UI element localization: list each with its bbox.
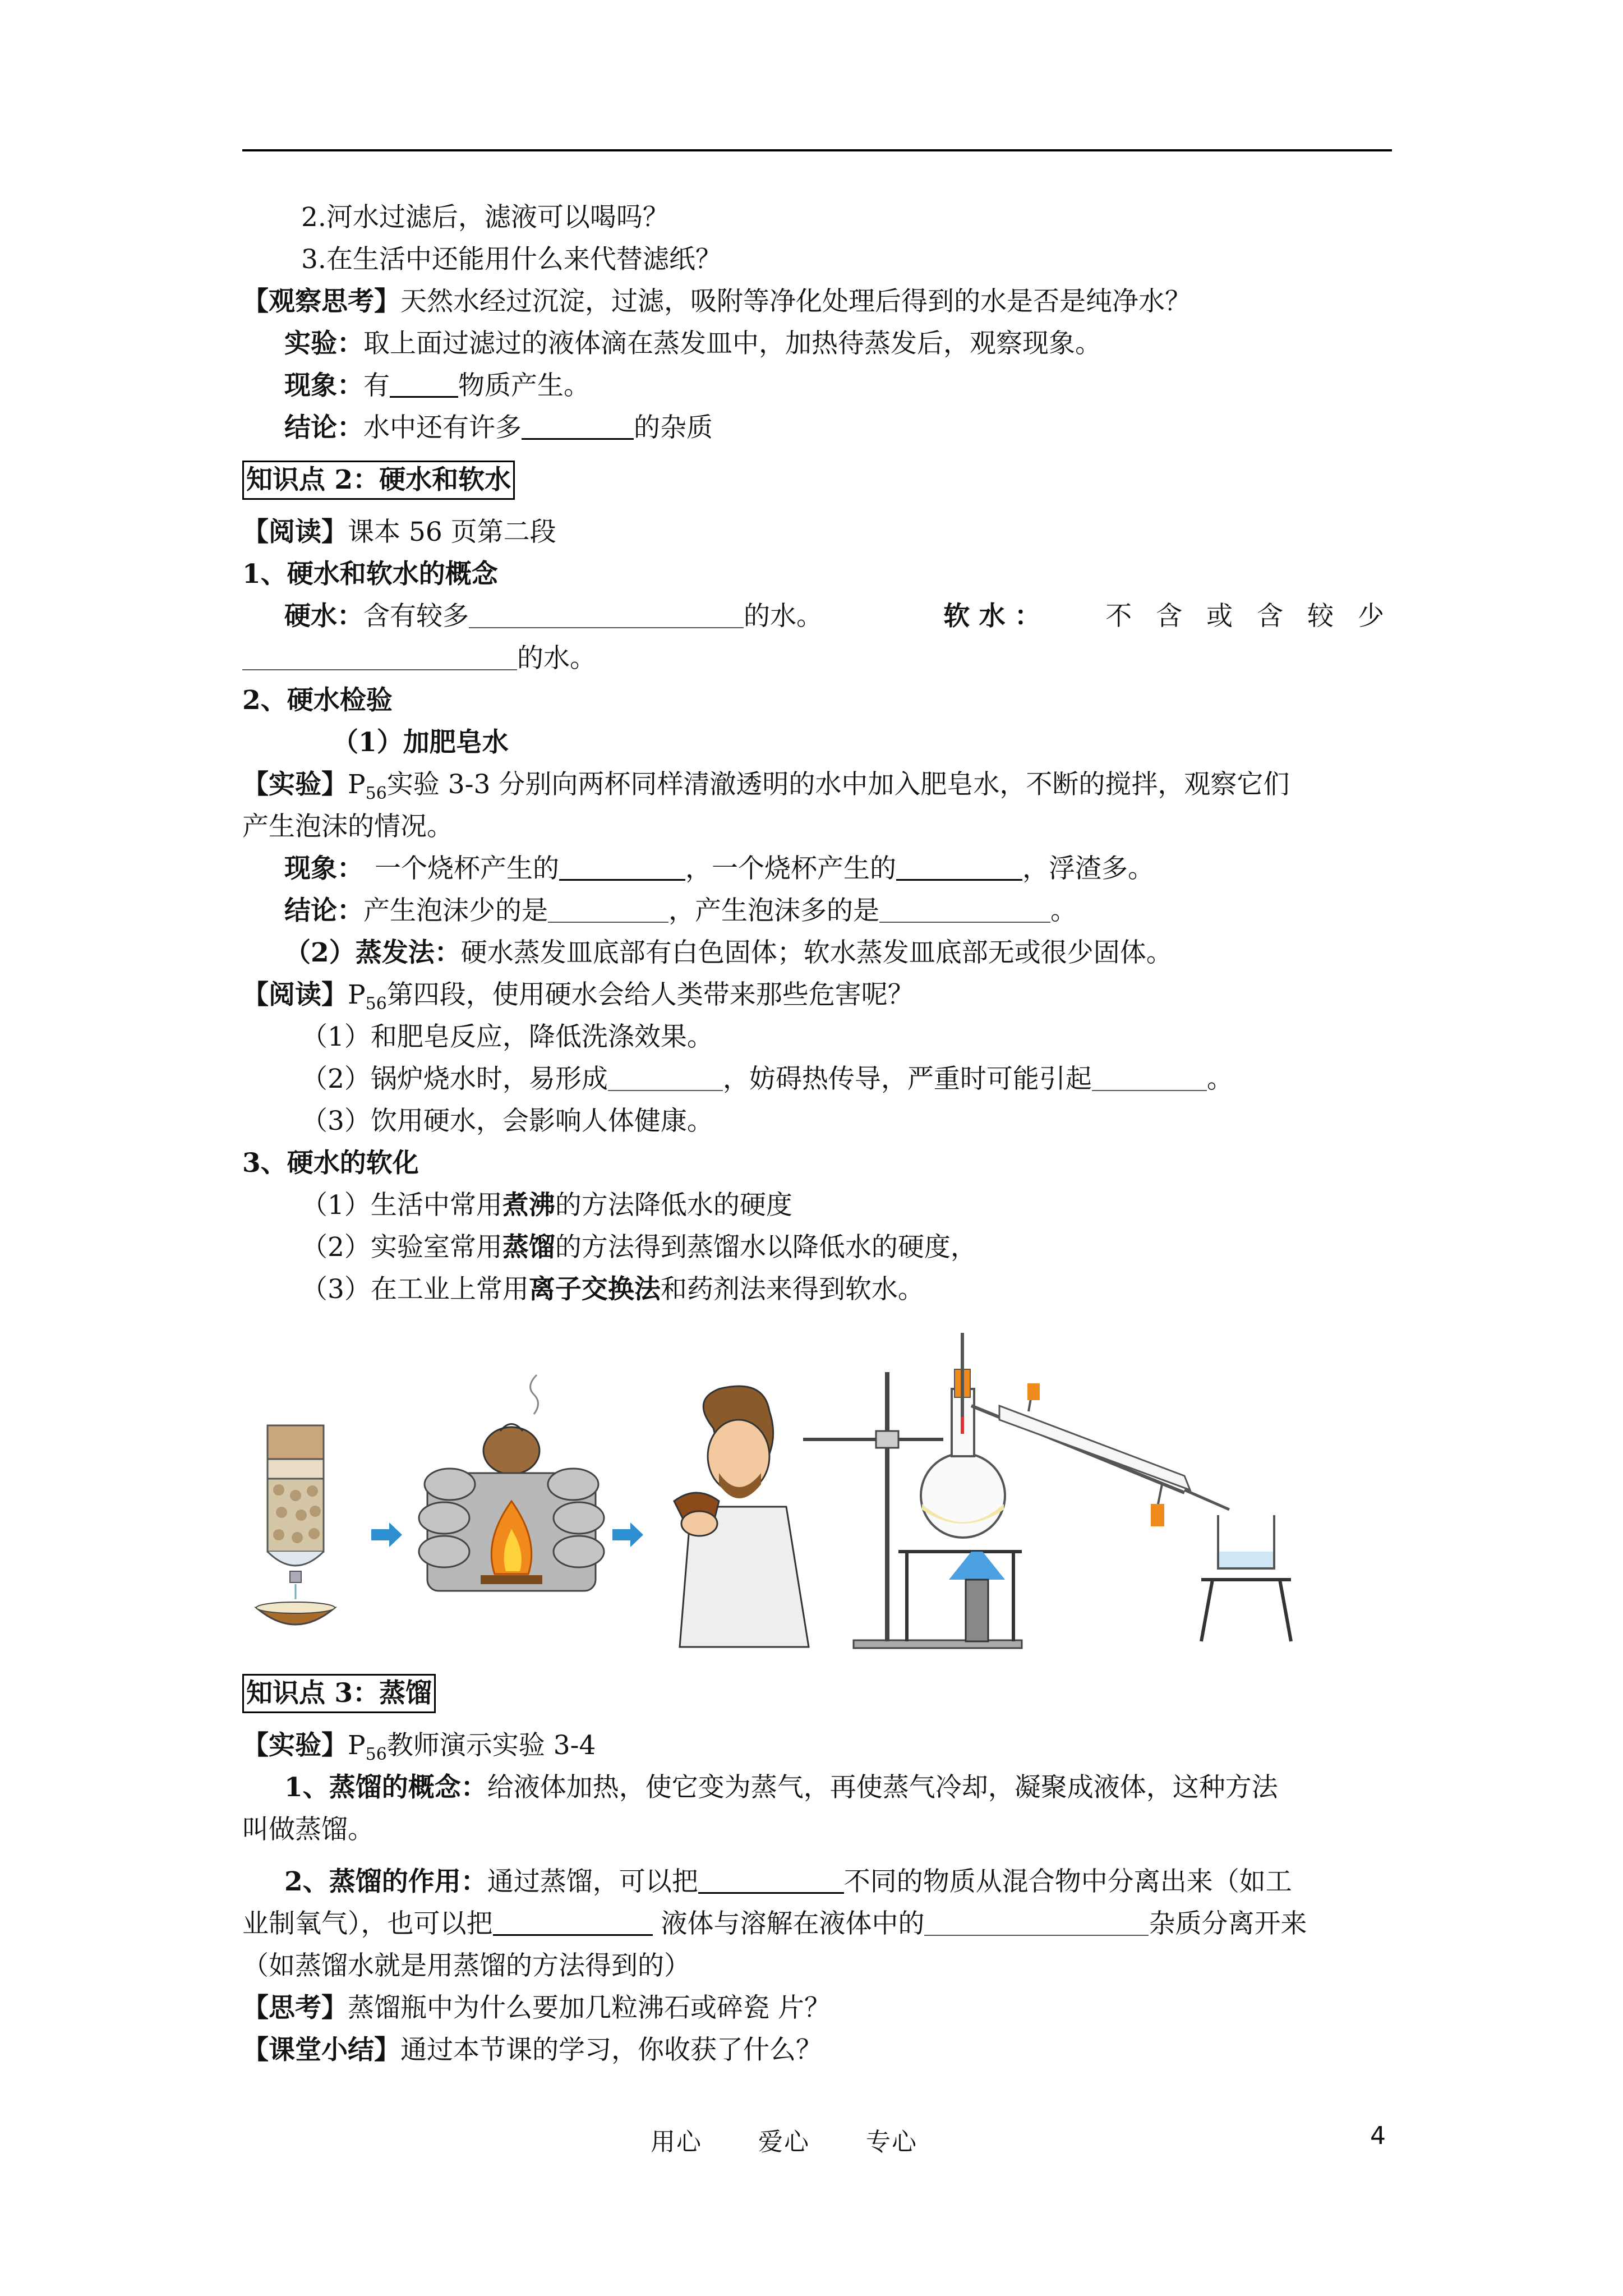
soften-3 xyxy=(242,1268,1392,1310)
footer-motto xyxy=(651,2122,974,2157)
water-treatment-illustration xyxy=(242,1316,1392,1653)
arrow-right-icon xyxy=(612,1522,643,1547)
exp-text-1: 实验 3-3 分别向两杯同样清澈透明的水中加入肥皂水，不断的搅拌，观察它们 xyxy=(386,769,1290,800)
read2-tag: 【阅读】 xyxy=(242,979,348,1010)
soft-label: 软 水 ： xyxy=(943,601,1041,632)
arrow-right-icon xyxy=(371,1522,402,1547)
answer-blank[interactable] xyxy=(469,599,744,628)
answer-blank[interactable] xyxy=(924,1907,1149,1936)
answer-blank[interactable] xyxy=(698,1864,844,1894)
man-drinking-icon xyxy=(674,1386,809,1647)
evap-label: （2）蒸发法： xyxy=(284,937,461,968)
method-soap: （1）加肥皂水 xyxy=(332,727,509,758)
concl-text-b: ，产生泡沫多的是 xyxy=(668,895,879,926)
soap-conclusion xyxy=(242,890,1392,932)
evap-text: 硬水蒸发皿底部有白色固体；软水蒸发皿底部无或很少固体。 xyxy=(460,937,1173,968)
distill-concept xyxy=(242,1766,1392,1809)
experiment-line xyxy=(242,323,1392,365)
hard-text-a: 含有较多 xyxy=(363,601,469,632)
phenomenon-label: 现象： xyxy=(284,370,363,401)
soft-end: 的水。 xyxy=(517,643,596,674)
soften1-b: 煮沸 xyxy=(502,1190,555,1221)
reading-harm xyxy=(242,974,1392,1016)
soften1-c: 的方法降低水的硬度 xyxy=(555,1190,792,1221)
answer-blank[interactable] xyxy=(493,1906,653,1936)
experiment-label: 实验： xyxy=(284,328,363,359)
campfire-boiling-icon xyxy=(419,1375,604,1591)
soften2-a: （2）实验室常用 xyxy=(301,1232,502,1263)
method-evaporation xyxy=(242,932,1392,974)
harm2-c: 。 xyxy=(1206,1064,1233,1094)
experiment-3-3 xyxy=(242,763,1392,806)
section-box: 知识点 3：蒸馏 xyxy=(242,1674,436,1713)
answer-blank[interactable] xyxy=(559,851,685,881)
section-title-k3 xyxy=(242,1672,1392,1714)
answer-blank[interactable] xyxy=(522,410,634,440)
concl-text-c: 。 xyxy=(1050,895,1077,926)
summary-text: 通过本节课的学习，你收获了什么？ xyxy=(400,2035,822,2065)
use-text-a: 通过蒸馏，可以把 xyxy=(487,1866,698,1897)
page-ref-p: P xyxy=(348,979,366,1010)
use-text-c: 业制氧气），也可以把 xyxy=(242,1908,493,1939)
question-2: 2.河水过滤后，滤液可以喝吗？ xyxy=(301,202,669,233)
soften2-b: 蒸馏 xyxy=(502,1232,555,1263)
soften3-a: （3）在工业上常用 xyxy=(301,1274,529,1305)
conclusion-line xyxy=(242,407,1392,449)
section-title-k2 xyxy=(242,459,1392,501)
distill-use-cont xyxy=(242,1903,1392,1945)
harm-2 xyxy=(242,1058,1392,1100)
footer-word: 爱心 xyxy=(758,2128,810,2156)
harm-1: （1）和肥皂反应，降低洗涤效果。 xyxy=(301,1022,713,1052)
conclusion-text-b: 的杂质 xyxy=(634,412,713,443)
reading-line xyxy=(242,511,1392,553)
soften3-c: 和药剂法来得到软水。 xyxy=(660,1274,924,1305)
phen-label: 现象： xyxy=(284,853,363,884)
page-ref-sub: 56 xyxy=(365,1745,387,1764)
think-text: 蒸馏瓶中为什么要加几粒沸石或碎瓷 片？ xyxy=(348,1993,831,2023)
soften2-c: 的方法得到蒸馏水以降低水的硬度， xyxy=(555,1232,977,1263)
concept-text: 给液体加热，使它变为蒸气，再使蒸气冷却，凝聚成液体，这种方法 xyxy=(487,1772,1278,1803)
footer-word: 用心 xyxy=(651,2128,702,2156)
harm2-a: （2）锅炉烧水时，易形成 xyxy=(301,1064,608,1094)
soften3-b: 离子交换法 xyxy=(528,1274,661,1305)
soften-2 xyxy=(242,1226,1392,1268)
distill-use-note: （如蒸馏水就是用蒸馏的方法得到的） xyxy=(242,1950,690,1981)
bottle-filter-icon xyxy=(256,1425,335,1625)
think-line xyxy=(242,1987,1392,2029)
answer-blank[interactable] xyxy=(548,894,668,923)
page-ref-p: P xyxy=(348,769,366,800)
heading-test: 2、硬水检验 xyxy=(242,685,393,716)
hard-water-line xyxy=(242,595,1392,637)
phenomenon-text-a: 有 xyxy=(363,370,390,401)
question-3: 3.在生活中还能用什么来代替滤纸？ xyxy=(301,244,722,275)
answer-blank[interactable] xyxy=(608,1062,723,1091)
use-label: 2、蒸馏的作用： xyxy=(284,1866,487,1897)
use-text-d: 液体与溶解在液体中的 xyxy=(652,1908,925,1939)
distill-use xyxy=(242,1861,1392,1903)
phenomenon-line xyxy=(242,365,1392,407)
hard-text-b: 的水。 xyxy=(744,601,823,632)
harm-3: （3）饮用硬水，会影响人体健康。 xyxy=(301,1106,713,1137)
use-text-e: 杂质分离开来 xyxy=(1149,1908,1307,1939)
footer-word: 专心 xyxy=(866,2128,917,2156)
read2-text: 第四段，使用硬水会给人类带来那些危害呢？ xyxy=(386,979,914,1010)
page-ref-sub: 56 xyxy=(365,784,387,803)
answer-blank[interactable] xyxy=(242,641,517,670)
summary-tag: 【课堂小结】 xyxy=(242,2035,400,2065)
page-ref-p: P xyxy=(348,1730,366,1761)
phen-text-c: ，浮渣多。 xyxy=(1022,853,1154,884)
phen-text-a: 一个烧杯产生的 xyxy=(375,853,559,884)
answer-blank[interactable] xyxy=(390,368,458,398)
header-rule xyxy=(242,149,1392,151)
concept-label: 1、蒸馏的概念： xyxy=(284,1772,487,1803)
exp-tag: 【实验】 xyxy=(242,1730,348,1761)
illustration-row xyxy=(242,1316,1392,1653)
conclusion-text-a: 水中还有许多 xyxy=(363,412,522,443)
exp-tag: 【实验】 xyxy=(242,769,348,800)
harm2-b: ，妨碍热传导，严重时可能引起 xyxy=(722,1064,1092,1094)
read-text: 课本 56 页第二段 xyxy=(348,517,556,547)
page-number: 4 xyxy=(1370,2122,1386,2150)
page-body xyxy=(242,196,1392,2071)
concl-label: 结论： xyxy=(284,895,363,926)
experiment-3-4 xyxy=(242,1724,1392,1766)
soap-phenomenon xyxy=(242,848,1392,890)
distill-concept-cont: 叫做蒸馏。 xyxy=(242,1814,374,1845)
exp-text: 教师演示实验 3-4 xyxy=(386,1730,596,1761)
hard-label: 硬水： xyxy=(284,601,363,632)
conclusion-label: 结论： xyxy=(284,412,363,443)
answer-blank[interactable] xyxy=(879,894,1050,923)
observe-text: 天然水经过沉淀，过滤，吸附等净化处理后得到的水是否是纯净水？ xyxy=(400,286,1191,317)
heading-softening: 3、硬水的软化 xyxy=(242,1148,419,1179)
phen-text-b: ，一个烧杯产生的 xyxy=(685,853,896,884)
answer-blank[interactable] xyxy=(1092,1062,1207,1091)
answer-blank[interactable] xyxy=(896,851,1022,881)
use-text-b: 不同的物质从混合物中分离出来（如工 xyxy=(843,1866,1292,1897)
summary-line xyxy=(242,2029,1392,2071)
experiment-text: 取上面过滤过的液体滴在蒸发皿中，加热待蒸发后，观察现象。 xyxy=(363,328,1101,359)
phenomenon-text-b: 物质产生。 xyxy=(458,370,590,401)
soft-water-line xyxy=(242,637,1392,679)
soften-1 xyxy=(242,1184,1392,1226)
soft-text: 不 含 或 含 较 少 xyxy=(1105,601,1392,632)
observe-tag: 【观察思考】 xyxy=(242,286,400,317)
distillation-apparatus-icon xyxy=(803,1333,1291,1648)
page-ref-sub: 56 xyxy=(365,994,387,1014)
heading-concepts: 1、硬水和软水的概念 xyxy=(242,559,498,590)
soften1-a: （1）生活中常用 xyxy=(301,1190,502,1221)
observe-line xyxy=(242,280,1392,323)
experiment-3-3-cont: 产生泡沫的情况。 xyxy=(242,811,453,842)
concl-text-a: 产生泡沫少的是 xyxy=(363,895,548,926)
section-box: 知识点 2：硬水和软水 xyxy=(242,461,515,500)
read-tag: 【阅读】 xyxy=(242,517,348,547)
think-tag: 【思考】 xyxy=(242,1993,348,2023)
